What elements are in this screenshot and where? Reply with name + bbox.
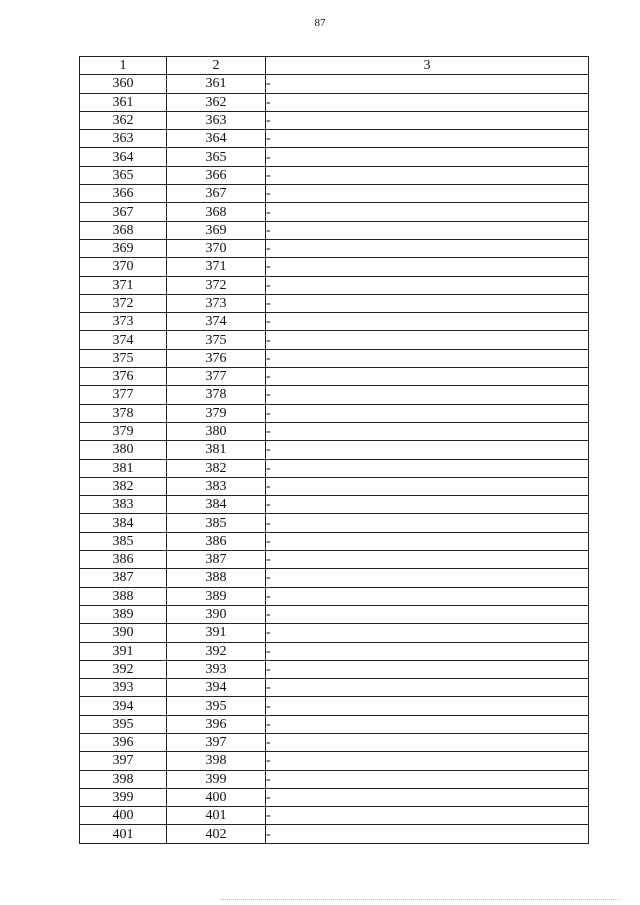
cell-col-2: 380: [167, 422, 266, 440]
cell-col-2: 399: [167, 770, 266, 788]
cell-col-2: 382: [167, 459, 266, 477]
cell-col-1: 392: [80, 660, 167, 678]
cell-col-2: 385: [167, 514, 266, 532]
cell-col-2: 386: [167, 532, 266, 550]
cell-col-1: 367: [80, 203, 167, 221]
cell-col-1: 385: [80, 532, 167, 550]
cell-col-2: 363: [167, 111, 266, 129]
column-header-1: 1: [80, 57, 167, 75]
cell-col-2: 370: [167, 239, 266, 257]
cell-col-1: 397: [80, 752, 167, 770]
data-table: [79, 56, 589, 844]
footer-scan-marks: [220, 899, 620, 902]
table-row: [80, 514, 589, 532]
table-row: [80, 441, 589, 459]
cell-col-3: -: [266, 166, 589, 184]
cell-col-2: 394: [167, 679, 266, 697]
cell-col-2: 364: [167, 130, 266, 148]
cell-col-1: 372: [80, 294, 167, 312]
table-row: [80, 276, 589, 294]
table-row: [80, 203, 589, 221]
cell-col-3: -: [266, 313, 589, 331]
cell-col-2: 396: [167, 715, 266, 733]
cell-col-2: 374: [167, 313, 266, 331]
cell-col-3: -: [266, 441, 589, 459]
cell-col-1: 388: [80, 587, 167, 605]
cell-col-3: -: [266, 788, 589, 806]
cell-col-3: -: [266, 825, 589, 843]
cell-col-2: 366: [167, 166, 266, 184]
cell-col-3: -: [266, 331, 589, 349]
cell-col-1: 363: [80, 130, 167, 148]
cell-col-3: -: [266, 258, 589, 276]
cell-col-1: 360: [80, 75, 167, 93]
cell-col-2: 388: [167, 569, 266, 587]
cell-col-2: 381: [167, 441, 266, 459]
cell-col-3: -: [266, 93, 589, 111]
cell-col-1: 386: [80, 551, 167, 569]
cell-col-1: 379: [80, 422, 167, 440]
cell-col-3: -: [266, 496, 589, 514]
cell-col-3: -: [266, 752, 589, 770]
page-number: 87: [314, 17, 326, 29]
cell-col-1: 364: [80, 148, 167, 166]
table-row: [80, 624, 589, 642]
table-row: [80, 770, 589, 788]
cell-col-3: -: [266, 185, 589, 203]
cell-col-1: 382: [80, 477, 167, 495]
table-body: [80, 75, 589, 843]
cell-col-3: -: [266, 514, 589, 532]
cell-col-1: 375: [80, 349, 167, 367]
cell-col-3: -: [266, 587, 589, 605]
cell-col-3: -: [266, 75, 589, 93]
cell-col-2: 376: [167, 349, 266, 367]
cell-col-1: 398: [80, 770, 167, 788]
column-header-2: 2: [167, 57, 266, 75]
cell-col-2: 379: [167, 404, 266, 422]
table-row: [80, 642, 589, 660]
table-row: [80, 697, 589, 715]
cell-col-3: -: [266, 276, 589, 294]
cell-col-2: 389: [167, 587, 266, 605]
cell-col-2: 377: [167, 368, 266, 386]
table-row: [80, 477, 589, 495]
cell-col-3: -: [266, 660, 589, 678]
cell-col-3: -: [266, 422, 589, 440]
table-row: [80, 825, 589, 843]
table-row: [80, 459, 589, 477]
cell-col-1: 390: [80, 624, 167, 642]
cell-col-3: -: [266, 148, 589, 166]
cell-col-3: -: [266, 624, 589, 642]
cell-col-2: 400: [167, 788, 266, 806]
cell-col-1: 393: [80, 679, 167, 697]
cell-col-2: 369: [167, 221, 266, 239]
table-row: [80, 185, 589, 203]
cell-col-3: -: [266, 130, 589, 148]
cell-col-1: 378: [80, 404, 167, 422]
cell-col-2: 375: [167, 331, 266, 349]
cell-col-3: -: [266, 203, 589, 221]
cell-col-3: -: [266, 239, 589, 257]
cell-col-3: -: [266, 569, 589, 587]
cell-col-2: 393: [167, 660, 266, 678]
cell-col-1: 377: [80, 386, 167, 404]
cell-col-1: 383: [80, 496, 167, 514]
table-row: [80, 605, 589, 623]
table-row: [80, 422, 589, 440]
cell-col-1: 365: [80, 166, 167, 184]
cell-col-1: 369: [80, 239, 167, 257]
table-row: [80, 111, 589, 129]
cell-col-3: -: [266, 697, 589, 715]
table-row: [80, 404, 589, 422]
table-row: [80, 239, 589, 257]
cell-col-1: 362: [80, 111, 167, 129]
table-row: [80, 733, 589, 751]
table-row: [80, 148, 589, 166]
cell-col-1: 371: [80, 276, 167, 294]
cell-col-2: 397: [167, 733, 266, 751]
cell-col-1: 370: [80, 258, 167, 276]
table-row: [80, 75, 589, 93]
cell-col-2: 361: [167, 75, 266, 93]
cell-col-2: 401: [167, 807, 266, 825]
cell-col-3: -: [266, 404, 589, 422]
cell-col-1: 361: [80, 93, 167, 111]
table-row: [80, 331, 589, 349]
table-row: [80, 807, 589, 825]
cell-col-3: -: [266, 368, 589, 386]
cell-col-1: 396: [80, 733, 167, 751]
table-row: [80, 294, 589, 312]
cell-col-1: 373: [80, 313, 167, 331]
cell-col-1: 384: [80, 514, 167, 532]
column-header-3: 3: [266, 57, 589, 75]
cell-col-2: 402: [167, 825, 266, 843]
cell-col-3: -: [266, 679, 589, 697]
cell-col-1: 389: [80, 605, 167, 623]
cell-col-1: 380: [80, 441, 167, 459]
cell-col-1: 394: [80, 697, 167, 715]
cell-col-2: 384: [167, 496, 266, 514]
cell-col-2: 378: [167, 386, 266, 404]
cell-col-1: 395: [80, 715, 167, 733]
cell-col-3: -: [266, 386, 589, 404]
cell-col-2: 383: [167, 477, 266, 495]
table-row: [80, 349, 589, 367]
table-row: [80, 368, 589, 386]
cell-col-3: -: [266, 532, 589, 550]
cell-col-1: 400: [80, 807, 167, 825]
cell-col-1: 368: [80, 221, 167, 239]
table-row: [80, 551, 589, 569]
table-row: [80, 569, 589, 587]
cell-col-3: -: [266, 807, 589, 825]
cell-col-2: 373: [167, 294, 266, 312]
cell-col-2: 387: [167, 551, 266, 569]
cell-col-1: 399: [80, 788, 167, 806]
cell-col-3: -: [266, 551, 589, 569]
cell-col-3: -: [266, 111, 589, 129]
cell-col-3: -: [266, 733, 589, 751]
cell-col-3: -: [266, 459, 589, 477]
cell-col-2: 395: [167, 697, 266, 715]
table-row: [80, 496, 589, 514]
cell-col-1: 374: [80, 331, 167, 349]
cell-col-3: -: [266, 294, 589, 312]
cell-col-1: 381: [80, 459, 167, 477]
table-row: [80, 532, 589, 550]
table-row: [80, 788, 589, 806]
cell-col-3: -: [266, 477, 589, 495]
table-row: [80, 715, 589, 733]
cell-col-2: 390: [167, 605, 266, 623]
cell-col-1: 391: [80, 642, 167, 660]
cell-col-2: 365: [167, 148, 266, 166]
cell-col-1: 387: [80, 569, 167, 587]
table-row: [80, 93, 589, 111]
table-row: [80, 221, 589, 239]
cell-col-2: 398: [167, 752, 266, 770]
cell-col-1: 401: [80, 825, 167, 843]
cell-col-2: 372: [167, 276, 266, 294]
cell-col-2: 371: [167, 258, 266, 276]
cell-col-2: 391: [167, 624, 266, 642]
table-row: [80, 752, 589, 770]
cell-col-2: 368: [167, 203, 266, 221]
table-row: [80, 587, 589, 605]
table-row: [80, 313, 589, 331]
table-row: [80, 386, 589, 404]
cell-col-2: 362: [167, 93, 266, 111]
table-row: [80, 660, 589, 678]
cell-col-3: -: [266, 605, 589, 623]
cell-col-1: 366: [80, 185, 167, 203]
cell-col-3: -: [266, 715, 589, 733]
cell-col-3: -: [266, 770, 589, 788]
cell-col-2: 367: [167, 185, 266, 203]
cell-col-3: -: [266, 642, 589, 660]
table-row: [80, 166, 589, 184]
cell-col-1: 376: [80, 368, 167, 386]
cell-col-3: -: [266, 221, 589, 239]
table-row: [80, 258, 589, 276]
table-row: [80, 130, 589, 148]
table-row: [80, 679, 589, 697]
cell-col-2: 392: [167, 642, 266, 660]
table-header-row: [80, 57, 589, 75]
cell-col-3: -: [266, 349, 589, 367]
